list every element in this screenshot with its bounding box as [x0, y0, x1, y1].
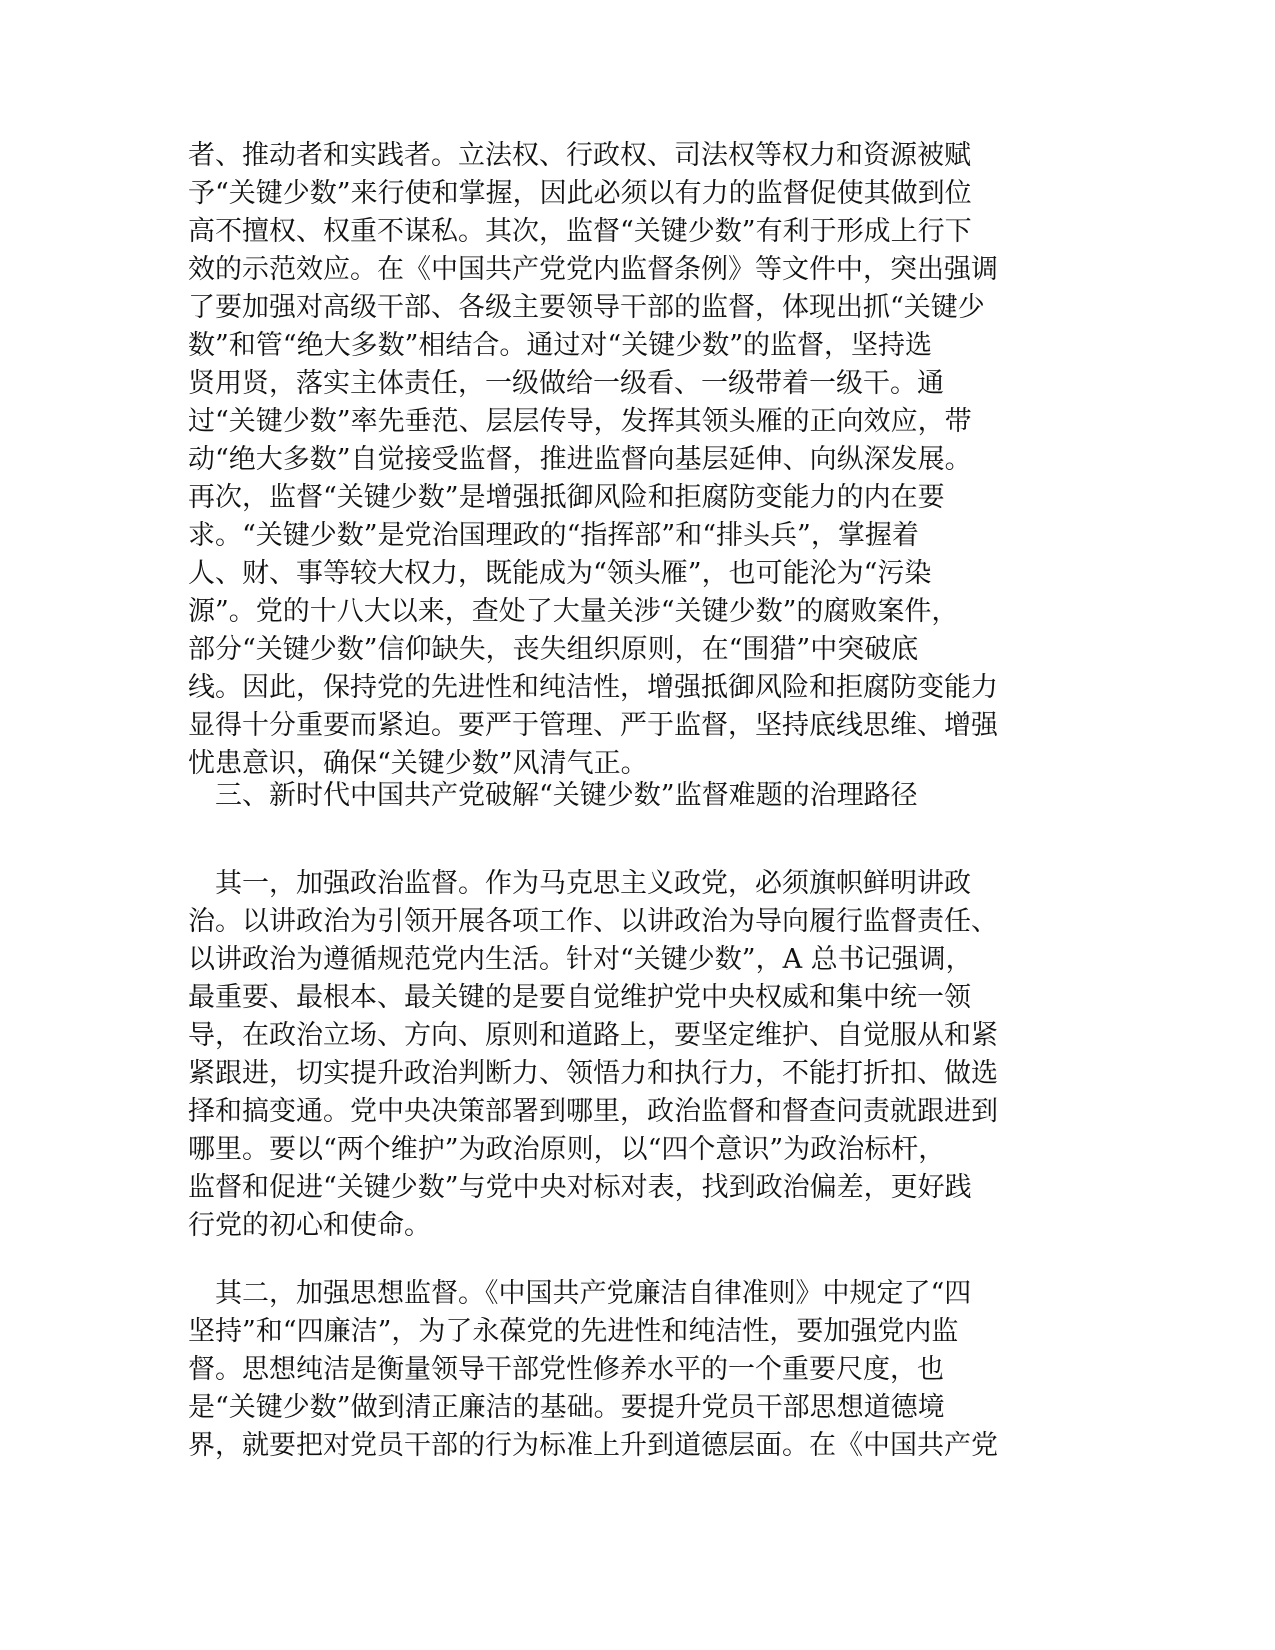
section-heading-text: 三、新时代中国共产党破解“关键少数”监督难题的治理路径	[188, 780, 918, 811]
text-line: 显得十分重要而紧迫。要严于管理、严于监督，坚持底线思维、增强	[188, 710, 998, 741]
text-line: 治。以讲政治为引领开展各项工作、以讲政治为导向履行监督责任、	[188, 906, 998, 937]
text-line: 动“绝大多数”自觉接受监督，推进监督向基层延伸、向纵深发展。	[188, 444, 972, 475]
text-line: 再次，监督“关键少数”是增强抵御风险和拒腐防变能力的内在要	[188, 482, 945, 513]
text-line: 忧患意识，确保“关键少数”风清气正。	[188, 748, 648, 779]
text-line: 求。“关键少数”是党治国理政的“指挥部”和“排头兵”，掌握着	[188, 520, 919, 551]
text-line: 线。因此，保持党的先进性和纯洁性，增强抵御风险和拒腐防变能力	[188, 672, 998, 703]
text-line: 最重要、最根本、最关键的是要自觉维护党中央权威和集中统一领	[188, 982, 971, 1013]
text-line: 界，就要把对党员干部的行为标准上升到道德层面。在《中国共产党	[188, 1430, 998, 1461]
text-line: 源”。党的十八大以来，查处了大量关涉“关键少数”的腐败案件，	[188, 596, 959, 627]
text-line: 行党的初心和使命。	[188, 1210, 431, 1241]
text-line: 督。思想纯洁是衡量领导干部党性修养水平的一个重要尺度，也	[188, 1354, 944, 1385]
text-line: 过“关键少数”率先垂范、层层传导，发挥其领头雁的正向效应，带	[188, 406, 972, 437]
text-line: 监督和促进“关键少数”与党中央对标对表，找到政治偏差，更好践	[188, 1172, 972, 1203]
text-line: 高不擅权、权重不谋私。其次，监督“关键少数”有利于形成上行下	[188, 216, 972, 247]
text-line: 是“关键少数”做到清正廉洁的基础。要提升党员干部思想道德境	[188, 1392, 945, 1423]
paragraph-ideological-supervision	[188, 1275, 1088, 1465]
text-line: 其二，加强思想监督。《中国共产党廉洁自律准则》中规定了“四	[188, 1278, 972, 1309]
text-line: 效的示范效应。在《中国共产党党内监督条例》等文件中，突出强调	[188, 254, 998, 285]
text-line: 紧跟进，切实提升政治判断力、领悟力和执行力，不能打折扣、做选	[188, 1058, 998, 1089]
text-line: 人、财、事等较大权力，既能成为“领头雁”，也可能沦为“污染	[188, 558, 932, 589]
text-line: 数”和管“绝大多数”相结合。通过对“关键少数”的监督，坚持选	[188, 330, 933, 361]
text-line: 导，在政治立场、方向、原则和道路上，要坚定维护、自觉服从和紧	[188, 1020, 998, 1051]
section-heading	[188, 777, 1088, 815]
text-line: 了要加强对高级干部、各级主要领导干部的监督，体现出抓“关键少	[188, 292, 985, 323]
text-line: 哪里。要以“两个维护”为政治原则，以“四个意识”为政治标杆，	[188, 1134, 946, 1165]
text-line: 坚持”和“四廉洁”，为了永葆党的先进性和纯洁性，要加强党内监	[188, 1316, 959, 1347]
paragraph-supervision-key-minority	[188, 137, 1088, 783]
paragraph-political-supervision	[188, 865, 1088, 1245]
text-line: 者、推动者和实践者。立法权、行政权、司法权等权力和资源被赋	[188, 140, 971, 171]
text-line: 贤用贤，落实主体责任，一级做给一级看、一级带着一级干。通	[188, 368, 944, 399]
text-line: 部分“关键少数”信仰缺失，丧失组织原则，在“围猎”中突破底	[188, 634, 919, 665]
text-line: 予“关键少数”来行使和掌握，因此必须以有力的监督促使其做到位	[188, 178, 972, 209]
text-line: 以讲政治为遵循规范党内生活。针对“关键少数”，A 总书记强调，	[188, 944, 973, 975]
text-line: 其一，加强政治监督。作为马克思主义政党，必须旗帜鲜明讲政	[188, 868, 971, 899]
text-line: 择和搞变通。党中央决策部署到哪里，政治监督和督查问责就跟进到	[188, 1096, 998, 1127]
